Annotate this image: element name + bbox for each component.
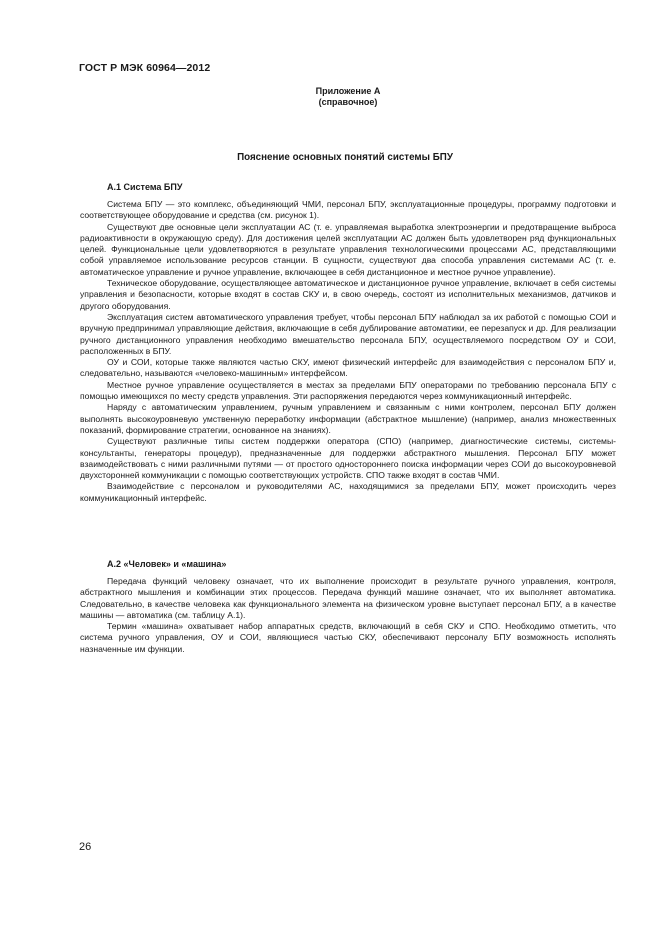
appendix-label [300,86,396,108]
paragraph: Наряду с автоматическим управлением, ручным управлением и связанным с ними контролем, персонал БПУ должен выполнять высокоуровневую умственную переработку информации (абстрактное мышление) (например, анализ множественных показаний, формирование стратегии, основанное на знаниях). [80,402,616,435]
appendix-title: Приложение А [315,86,381,96]
section-body-a2 [80,576,616,655]
paragraph: Существуют две основные цели эксплуатации АС (т. е. управляемая выработка электроэнергии и предотвращение выброса радиоактивности в окружающую среду). Для достижения целей эксплуатации АС должен быть удовлетворен ряд функциональных целей. Функциональные цели удовлетворяются в результате управления технологическими процессами АС, представляющими собой управляемое использование ресурсов станции. В сущности, существуют два способа управления системами АС (т. е. автоматическое управление и ручное управление, включающее в себя дистанционное и местное ручное управление). [80,221,616,277]
paragraph: Термин «машина» охватывает набор аппаратных средств, включающий в себя СКУ и СПО. Необходимо отметить, что система ручного управления, ОУ и СОИ, являющиеся частью СКУ, обеспечивают персоналу БПУ возможность исполнять назначенные им функции. [80,621,616,654]
paragraph: Эксплуатация систем автоматического управления требует, чтобы персонал БПУ наблюдал за их работой с помощью СОИ и вручную предпринимал управляющие действия, включающие в себя дублирование автоматики, ее перезапуск и др. Для реализации ручного дистанционного управления необходимо вмешательство персонала БПУ, осуществляемого посредством ОУ и СОИ, расположенных в БПУ. [80,311,616,356]
paragraph: Техническое оборудование, осуществляющее автоматическое и дистанционное ручное управление, включает в себя системы управления и безопасности, которые входят в состав СКУ и, в свою очередь, состоят из исполнительных механизмов, датчиков и другого оборудования. [80,278,616,311]
document-title: Пояснение основных понятий системы БПУ [237,152,453,163]
paragraph: Система БПУ — это комплекс, объединяющий ЧМИ, персонал БПУ, эксплуатационные процедуры, программу подготовки и соответствующее оборудование и средства (см. рисунок 1). [80,199,616,221]
section-heading-a2: А.2 «Человек» и «машина» [107,559,227,569]
paragraph: Взаимодействие с персоналом и руководителями АС, находящимися за пределами БПУ, может происходить через коммуникационный интерфейс. [80,481,616,503]
section-body-a1 [80,199,616,504]
paragraph: ОУ и СОИ, которые также являются частью СКУ, имеют физический интерфейс для взаимодействия с персоналом БПУ и, следовательно, называются «человеко-машинным» интерфейсом. [80,357,616,379]
appendix-type: (справочное) [318,97,378,107]
paragraph: Передача функций человеку означает, что их выполнение происходит в результате ручного управления, контроля, абстрактного мышления и комбинации этих процессов. Передача функций машине означает, что их выполняет автоматика. Следовательно, в качестве человека как функционального элемента на физическом уровне выступает персонал БПУ, а в качестве машины — автоматика (см. таблицу А.1). [80,576,616,620]
paragraph: Местное ручное управление осуществляется в местах за пределами БПУ операторами по требованию персонала БПУ с помощью имеющихся по месту средств управления. Эти распоряжения передаются через коммуникационный интерфейс. [80,379,616,402]
page-number: 26 [79,841,92,853]
standard-designation: ГОСТ Р МЭК 60964—2012 [79,62,211,74]
section-heading-a1: А.1 Система БПУ [107,182,183,192]
paragraph: Существуют различные типы систем поддержки оператора (СПО) (например, диагностические системы, системы-консультанты, генераторы процедур), предназначенные для поддержки абстрактного мышления. Персонал БПУ может взаимодействовать с ними различными путями — от простого одностороннего поиска информации через СОИ до высокоуровневой двухсторонней коммуникации с помощью соответствующих устройств. СПО также входят в состав ЧМИ. [80,436,616,481]
